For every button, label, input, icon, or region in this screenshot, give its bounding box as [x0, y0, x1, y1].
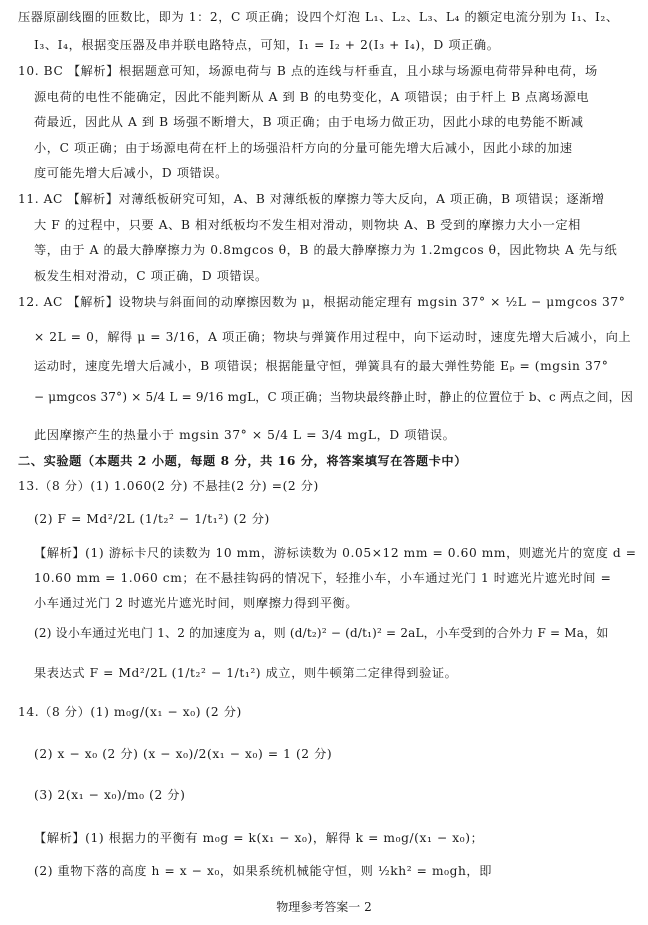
text-line: 【解析】(1) 根据力的平衡有 m₀g = k(x₁ − x₀)，解得 k = m₀g/(x₁ − x₀)；	[34, 831, 484, 845]
text-line: 源电荷的电性不能确定，因此不能判断从 A 到 B 的电势变化，A 项错误；由于杆上 B 点离场源电	[34, 90, 590, 104]
question-14-line: 14.（8 分）(1) m₀g/(x₁ − x₀) (2 分)	[18, 705, 242, 719]
formula-line: (2) x − x₀ (2 分) (x − x₀)/2(x₁ − x₀) = 1 (2 分)	[34, 747, 333, 761]
text-line: 10.60 mm = 1.060 cm；在不悬挂钩码的情况下，轻推小车，小车通过光门 1 时遮光片遮光时间 =	[34, 571, 612, 585]
question-10-line: 10. BC 【解析】根据题意可知，场源电荷与 B 点的连线与杆垂直，且小球与场源电荷带异种电荷，场	[18, 64, 598, 78]
formula-line: (3) 2(x₁ − x₀)/m₀ (2 分)	[34, 788, 186, 802]
text-line: − μmgcos 37°) × 5/4 L = 9/16 mgL，C 项正确；当物块最终静止时，静止的位置位于 b、c 两点之间，因	[34, 390, 634, 404]
text-line: 大 F 的过程中，只要 A、B 相对纸板均不发生相对滑动，则物块 A、B 受到的摩擦力大小一定相	[34, 218, 581, 232]
text-line: 小，C 项正确；由于场源电荷在杆上的场强沿杆方向的分量可能先增大后减小，因此小球的加速	[34, 141, 573, 155]
page-footer: 物理参考答案一 2	[276, 900, 372, 914]
text-line: 运动时，速度先增大后减小，B 项错误；根据能量守恒，弹簧具有的最大弹性势能 Eₚ = (mgsin 37°	[34, 359, 609, 373]
question-11-line: 11. AC 【解析】对薄纸板研究可知，A、B 对薄纸板的摩擦力等大反向，A 项正确，B 项错误；逐渐增	[18, 192, 605, 206]
text-line: 压器原副线圈的匝数比，即为 1：2，C 项正确；设四个灯泡 L₁、L₂、L₃、L₄ 的额定电流分别为 I₁、I₂、	[18, 10, 619, 24]
text-line: 此因摩擦产生的热量小于 mgsin 37° × 5/4 L = 3/4 mgL，D 项错误。	[34, 428, 456, 442]
section-heading: 二、实验题（本题共 2 小题，每题 8 分，共 16 分，将答案填写在答题卡中）	[18, 454, 468, 468]
text-line: 【解析】(1) 游标卡尺的读数为 10 mm，游标读数为 0.05×12 mm = 0.60 mm，则遮光片的宽度 d =	[34, 546, 637, 560]
text-line: (2) 重物下落的高度 h = x − x₀，如果系统机械能守恒，则 ½kh² = m₀gh，即	[34, 864, 493, 878]
text-line: 等，由于 A 的最大静摩擦力为 0.8mgcos θ，B 的最大静摩擦力为 1.2mgcos θ，因此物块 A 先与纸	[34, 243, 618, 257]
text-line: 板发生相对滑动，C 项正确，D 项错误。	[34, 269, 268, 283]
formula-line: 果表达式 F = Md²/2L (1/t₂² − 1/t₁²) 成立，则牛顿第二定律得到验证。	[34, 666, 458, 680]
question-12-line: 12. AC 【解析】设物块与斜面间的动摩擦因数为 μ，根据动能定理有 mgsin 37° × ½L − μmgcos 37°	[18, 295, 626, 309]
text-line: 度可能先增大后减小，D 项错误。	[34, 166, 228, 180]
text-line: 小车通过光门 2 时遮光片遮光时间，则摩擦力得到平衡。	[34, 596, 359, 610]
question-13-line: 13.（8 分）(1) 1.060(2 分) 不悬挂(2 分) =(2 分)	[18, 479, 319, 493]
text-line: 荷最近，因此从 A 到 B 场强不断增大，B 项正确；由于电场力做正功，因此小球的电势能不断减	[34, 115, 584, 129]
formula-line: (2) F = Md²/2L (1/t₂² − 1/t₁²) (2 分)	[34, 512, 270, 526]
formula-line: (2) 设小车通过光电门 1、2 的加速度为 a，则 (d/t₂)² − (d/t₁)² = 2aL，小车受到的合外力 F = Ma，如	[34, 626, 609, 640]
text-line: I₃、I₄，根据变压器及串并联电路特点，可知，I₁ = I₂ + 2(I₃ + I₄)，D 项正确。	[34, 38, 500, 52]
text-line: × 2L = 0，解得 μ = 3/16，A 项正确；物块与弹簧作用过程中，向下运动时，速度先增大后减小，向上	[34, 330, 632, 344]
